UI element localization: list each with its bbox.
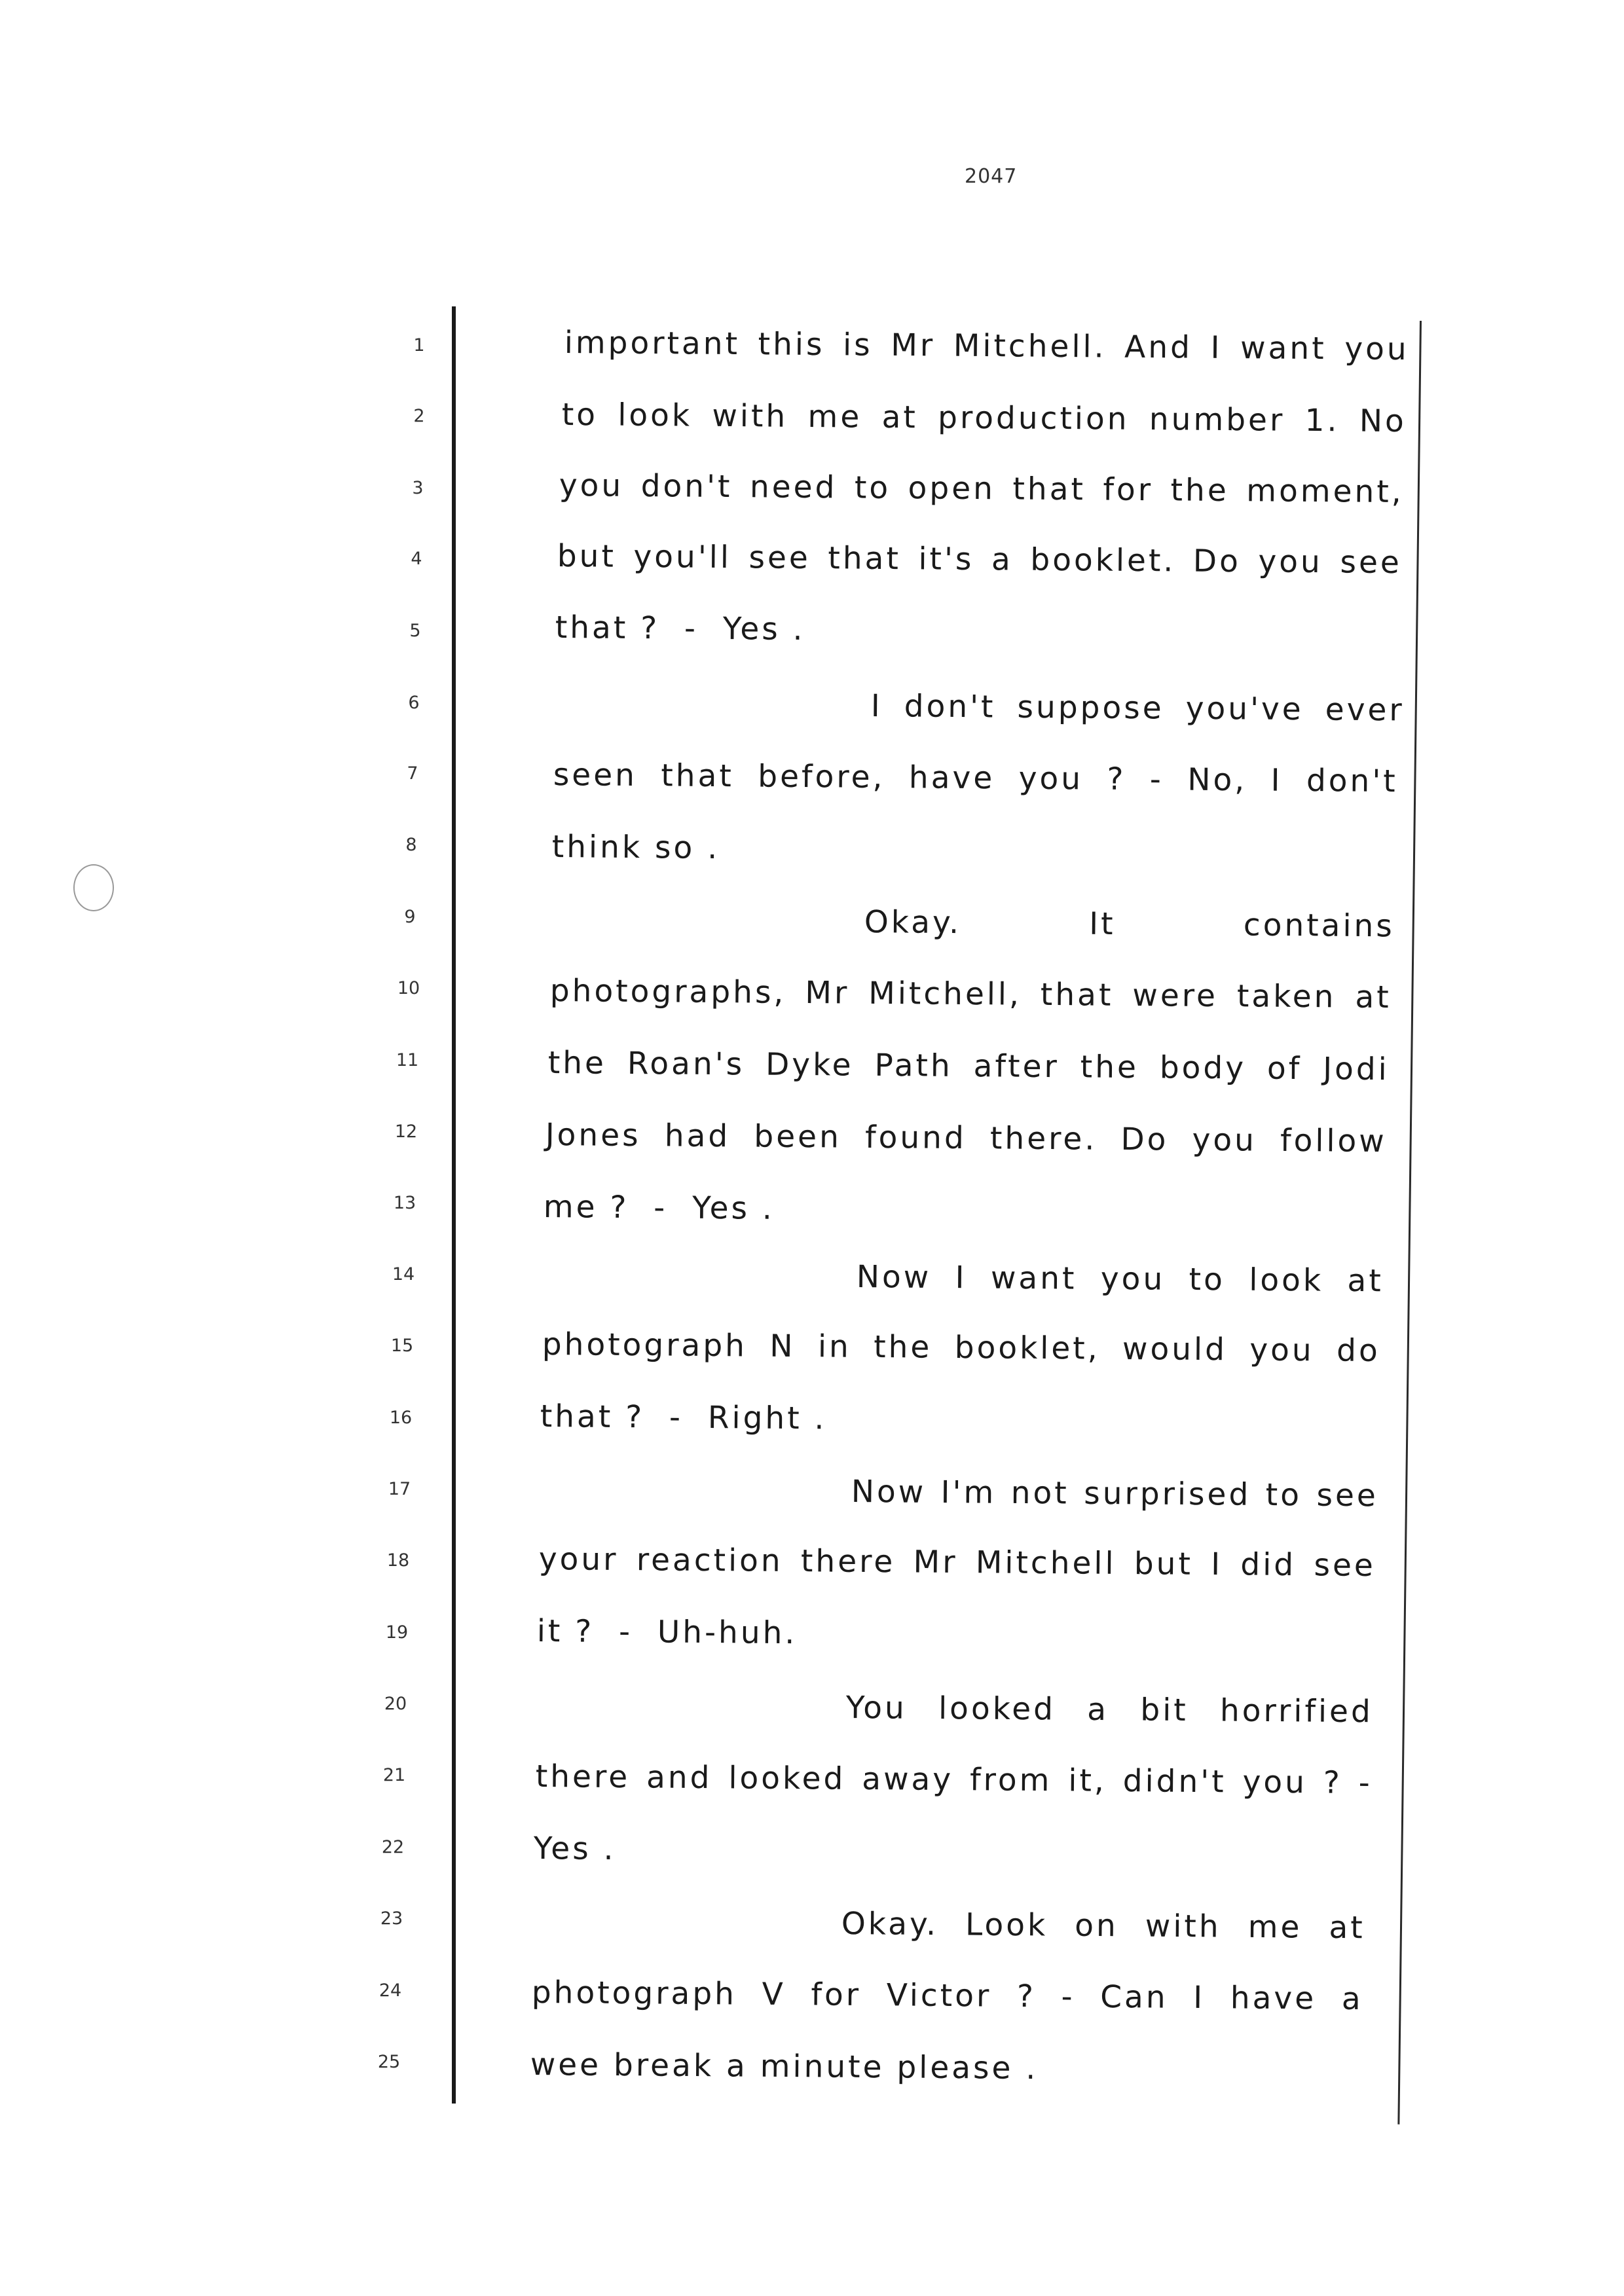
line-number: 4 bbox=[411, 549, 422, 569]
line-number: 12 bbox=[394, 1121, 418, 1142]
transcript-word: Look bbox=[965, 1906, 1048, 1944]
transcript-word: but bbox=[557, 538, 617, 575]
transcript-word: there bbox=[535, 1758, 631, 1796]
transcript-word: number bbox=[1149, 401, 1285, 439]
transcript-word: a bbox=[991, 541, 1014, 578]
transcript-word: and bbox=[646, 1759, 712, 1796]
transcript-word: not bbox=[1010, 1474, 1069, 1512]
transcript-word: to bbox=[854, 469, 891, 506]
transcript-line bbox=[557, 538, 1402, 581]
transcript-line: think so . bbox=[551, 829, 720, 867]
transcript-word: reaction bbox=[636, 1542, 783, 1579]
transcript-word: that bbox=[828, 540, 902, 577]
line-number: 24 bbox=[378, 1980, 402, 2001]
transcript-word: on bbox=[1075, 1907, 1119, 1944]
line-number: 23 bbox=[380, 1908, 403, 1929]
line-number: 7 bbox=[407, 763, 418, 784]
transcript-word: Dyke bbox=[765, 1046, 854, 1084]
transcript-word: ? bbox=[1323, 1764, 1343, 1801]
transcript-word: at bbox=[1355, 979, 1392, 1016]
transcript-word: No bbox=[1359, 403, 1407, 440]
transcript-word: have bbox=[908, 759, 995, 797]
transcript-line bbox=[538, 1541, 1376, 1584]
transcript-word: Mitchell, bbox=[868, 975, 1022, 1013]
line-number: 3 bbox=[412, 478, 424, 498]
transcript-word: with bbox=[1145, 1908, 1221, 1945]
transcript-word: looked bbox=[938, 1690, 1056, 1728]
transcript-word: for bbox=[1103, 471, 1154, 509]
transcript-word: looked bbox=[728, 1760, 846, 1797]
transcript-word: a bbox=[1087, 1691, 1109, 1728]
transcript-line bbox=[549, 973, 1392, 1016]
transcript-word: ? bbox=[1016, 1978, 1037, 2015]
transcript-word: before, bbox=[758, 758, 885, 795]
transcript-word: N bbox=[769, 1328, 796, 1365]
transcript-word: photograph bbox=[531, 1975, 737, 2013]
transcript-word: horrified bbox=[1219, 1692, 1374, 1730]
transcript-word: would bbox=[1122, 1330, 1228, 1368]
transcript-line bbox=[564, 325, 1409, 368]
transcript-word: booklet, bbox=[954, 1329, 1100, 1367]
transcript-word: that bbox=[661, 757, 735, 795]
transcript-word: Now bbox=[851, 1474, 927, 1510]
left-margin-rule bbox=[452, 306, 456, 2104]
transcript-word: No, bbox=[1187, 761, 1247, 799]
transcript-word: your bbox=[538, 1541, 619, 1578]
transcript-word: at bbox=[1329, 1909, 1365, 1946]
line-number: 17 bbox=[388, 1479, 411, 1499]
transcript-line: that ? - Right . bbox=[540, 1398, 827, 1437]
transcript-line bbox=[559, 467, 1404, 511]
transcript-word: I bbox=[870, 688, 883, 725]
line-number: 13 bbox=[393, 1193, 416, 1213]
transcript-word: surprised bbox=[1084, 1475, 1251, 1513]
line-number: 20 bbox=[384, 1694, 407, 1714]
transcript-word: Can bbox=[1099, 1978, 1168, 2016]
line-number: 8 bbox=[405, 835, 417, 855]
transcript-word: you bbox=[1344, 331, 1409, 368]
transcript-word: to bbox=[1189, 1261, 1226, 1298]
transcript-word: - bbox=[1358, 1764, 1373, 1802]
transcript-word: don't bbox=[904, 688, 996, 725]
transcript-word: the bbox=[873, 1328, 932, 1366]
transcript-word: It bbox=[1089, 905, 1116, 943]
transcript-word: moment, bbox=[1246, 473, 1404, 511]
line-number: 21 bbox=[382, 1765, 406, 1785]
transcript-line bbox=[542, 1326, 1380, 1370]
transcript-word: there bbox=[800, 1543, 896, 1580]
transcript-word: of bbox=[1266, 1050, 1302, 1087]
transcript-word: Mr bbox=[913, 1544, 958, 1581]
transcript-word: to bbox=[561, 397, 599, 433]
transcript-word: that bbox=[1040, 976, 1114, 1013]
transcript-word: you bbox=[1242, 1764, 1308, 1801]
transcript-word: I bbox=[1193, 1979, 1206, 2016]
transcript-word: you bbox=[1258, 543, 1323, 581]
transcript-word: booklet. bbox=[1030, 541, 1176, 579]
transcript-word: do bbox=[1336, 1332, 1380, 1370]
transcript-line bbox=[856, 1259, 1384, 1300]
line-number: 19 bbox=[385, 1622, 409, 1643]
transcript-word: there. bbox=[989, 1120, 1098, 1157]
transcript-word: it, bbox=[1068, 1762, 1107, 1799]
line-number: 1 bbox=[413, 335, 425, 355]
right-margin-rule bbox=[1397, 321, 1422, 2124]
transcript-word: see bbox=[1340, 544, 1402, 581]
transcript-word: I bbox=[955, 1260, 967, 1296]
line-number: 9 bbox=[404, 907, 416, 927]
line-number: 22 bbox=[381, 1837, 405, 1857]
transcript-word: don't bbox=[640, 467, 733, 505]
transcript-word: you bbox=[1192, 1121, 1257, 1159]
line-number: 16 bbox=[389, 1408, 413, 1428]
transcript-word: didn't bbox=[1122, 1763, 1227, 1800]
transcript-word: away bbox=[862, 1760, 954, 1798]
transcript-word: open bbox=[908, 470, 996, 507]
transcript-word: you've bbox=[1185, 690, 1304, 728]
transcript-word: see bbox=[1316, 1477, 1379, 1514]
line-number: 2 bbox=[413, 406, 425, 426]
transcript-word: did bbox=[1240, 1546, 1297, 1584]
transcript-word: I bbox=[1270, 762, 1283, 799]
transcript-word: me bbox=[1247, 1908, 1302, 1946]
transcript-word: Mitchell bbox=[975, 1544, 1116, 1582]
transcript-word: Jodi bbox=[1323, 1051, 1390, 1088]
transcript-word: it's bbox=[918, 541, 974, 577]
transcript-word: at bbox=[881, 399, 919, 436]
transcript-word: 1. bbox=[1304, 402, 1340, 439]
line-number: 11 bbox=[396, 1050, 419, 1070]
transcript-word: V bbox=[762, 1976, 786, 2013]
transcript-word: me bbox=[807, 398, 862, 435]
transcript-word: need bbox=[749, 469, 838, 506]
transcript-word: contains bbox=[1243, 907, 1395, 945]
transcript-line: it ? - Uh-huh. bbox=[536, 1613, 798, 1652]
transcript-line bbox=[845, 1690, 1374, 1730]
transcript-line bbox=[535, 1758, 1373, 1802]
transcript-word: - bbox=[1149, 761, 1164, 798]
transcript-word: after bbox=[973, 1048, 1060, 1085]
transcript-word: in bbox=[817, 1328, 852, 1365]
transcript-word: want bbox=[1240, 330, 1327, 367]
transcript-word: but bbox=[1134, 1546, 1194, 1582]
transcript-word: with bbox=[712, 397, 788, 435]
transcript-word: look bbox=[1249, 1262, 1324, 1299]
transcript-word: don't bbox=[1306, 763, 1398, 800]
transcript-line bbox=[545, 1117, 1387, 1160]
transcript-word: for bbox=[811, 1977, 862, 2013]
transcript-word: you bbox=[1100, 1260, 1166, 1298]
transcript-word: I bbox=[1211, 1546, 1223, 1583]
transcript-word: had bbox=[664, 1118, 731, 1155]
transcript-word: you'll bbox=[633, 538, 732, 576]
transcript-word: Victor bbox=[886, 1977, 992, 2014]
line-number: 6 bbox=[408, 693, 420, 713]
transcript-word: were bbox=[1132, 977, 1219, 1015]
transcript-word: Mr bbox=[805, 975, 850, 1011]
transcript-word: the bbox=[547, 1045, 607, 1082]
transcript-line bbox=[561, 397, 1407, 440]
line-number: 5 bbox=[409, 621, 421, 641]
line-number: 14 bbox=[392, 1264, 415, 1285]
transcript-word: ? bbox=[1107, 761, 1126, 797]
transcript-word: you bbox=[1249, 1332, 1314, 1369]
transcript-word: important bbox=[564, 325, 741, 363]
transcript-word: you bbox=[1018, 760, 1084, 797]
transcript-line bbox=[870, 688, 1405, 729]
transcript-word: Now bbox=[856, 1259, 932, 1296]
transcript-line bbox=[864, 904, 1395, 945]
transcript-word: look bbox=[618, 397, 693, 434]
transcript-word: photographs, bbox=[549, 973, 786, 1011]
transcript-word: I bbox=[1210, 329, 1223, 366]
transcript-line: that ? - Yes . bbox=[555, 610, 805, 647]
transcript-line: Yes . bbox=[533, 1831, 616, 1867]
transcript-line bbox=[531, 1975, 1363, 2017]
transcript-line: me ? - Yes . bbox=[543, 1189, 775, 1227]
page-number: 2047 bbox=[965, 165, 1018, 188]
transcript-word: Okay. bbox=[841, 1906, 939, 1943]
transcript-word: taken bbox=[1236, 978, 1337, 1015]
transcript-line bbox=[553, 757, 1398, 800]
line-number: 10 bbox=[397, 978, 420, 998]
transcript-word: Roan's bbox=[627, 1045, 745, 1083]
transcript-line bbox=[547, 1045, 1390, 1088]
transcript-word: Okay. bbox=[864, 904, 962, 941]
transcript-word: Path bbox=[874, 1047, 953, 1084]
transcript-word: ever bbox=[1325, 691, 1405, 729]
transcript-word: at bbox=[1347, 1262, 1384, 1300]
transcript-line bbox=[851, 1474, 1379, 1514]
transcript-word: Do bbox=[1120, 1121, 1169, 1158]
transcript-word: Mr bbox=[891, 327, 936, 364]
line-number: 15 bbox=[390, 1336, 414, 1356]
transcript-word: bit bbox=[1140, 1692, 1189, 1729]
transcript-word: I'm bbox=[940, 1474, 997, 1511]
transcript-word: a bbox=[1341, 1980, 1363, 2017]
transcript-word: is bbox=[842, 327, 873, 363]
transcript-line bbox=[841, 1906, 1365, 1946]
transcript-word: Jones bbox=[545, 1117, 641, 1154]
punch-hole-mark bbox=[73, 864, 114, 911]
transcript-word: found bbox=[864, 1119, 967, 1157]
transcript-word: body bbox=[1159, 1049, 1247, 1087]
line-number: 25 bbox=[377, 2052, 401, 2072]
transcript-word: want bbox=[990, 1260, 1077, 1297]
line-number: 18 bbox=[386, 1550, 410, 1571]
transcript-word: follow bbox=[1280, 1122, 1387, 1160]
transcript-word: Mitchell. bbox=[953, 327, 1107, 365]
transcript-word: the bbox=[1170, 472, 1229, 509]
transcript-word: see bbox=[1314, 1547, 1376, 1584]
transcript-word: see bbox=[748, 539, 811, 577]
transcript-word: production bbox=[937, 399, 1130, 437]
transcript-word: - bbox=[1061, 1978, 1075, 2015]
transcript-word: You bbox=[845, 1690, 908, 1726]
transcript-word: this bbox=[758, 326, 825, 363]
transcript-word: have bbox=[1230, 1980, 1317, 2017]
transcript-word: from bbox=[969, 1762, 1052, 1799]
transcript-word: seen bbox=[553, 757, 638, 794]
transcript-word: been bbox=[754, 1118, 842, 1156]
transcript-word: And bbox=[1124, 329, 1193, 366]
transcript-word: you bbox=[559, 467, 624, 504]
transcript-line: wee break a minute please . bbox=[530, 2047, 1039, 2087]
transcript-word: photograph bbox=[542, 1326, 748, 1364]
transcript-word: Do bbox=[1192, 543, 1242, 580]
transcript-word: suppose bbox=[1017, 689, 1164, 727]
transcript-word: that bbox=[1012, 471, 1086, 508]
transcript-word: to bbox=[1265, 1476, 1302, 1514]
transcript-word: the bbox=[1080, 1049, 1139, 1086]
